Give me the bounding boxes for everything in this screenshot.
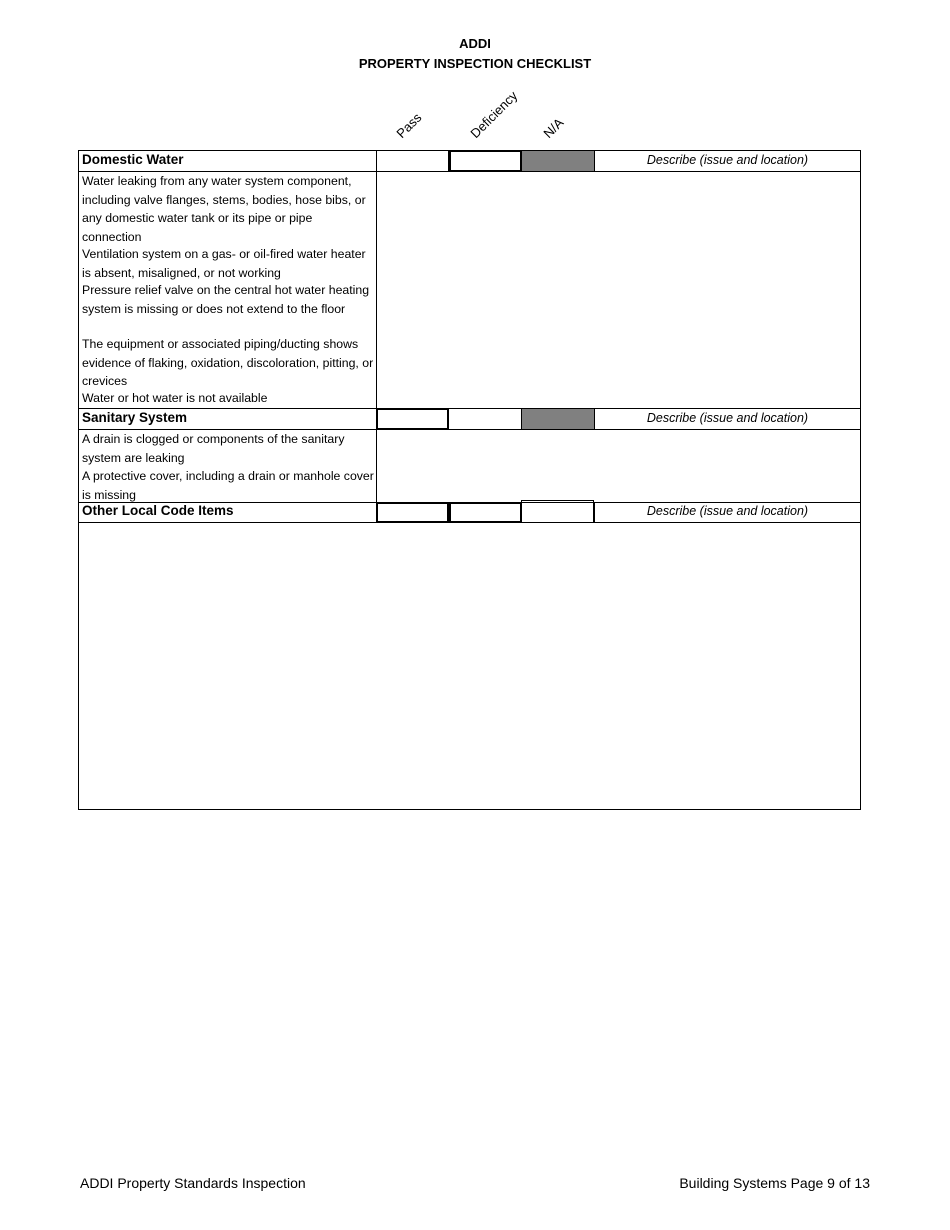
domestic-water-title: Domestic Water bbox=[82, 152, 184, 167]
other-local-deficiency-box[interactable] bbox=[449, 502, 522, 523]
domestic-water-pass-box[interactable] bbox=[376, 150, 449, 172]
domestic-water-notes-area[interactable] bbox=[376, 171, 861, 409]
domestic-water-item-1: Water leaking from any water system component, including valve flanges, stems, bodies, hose bibs, or any domestic water tank or its pipe or pipe connection bbox=[82, 174, 366, 244]
doc-title: ADDI bbox=[459, 36, 491, 51]
sanitary-system-na-box bbox=[521, 408, 595, 430]
sanitary-system-item-2: A protective cover, including a drain or manhole cover is missing bbox=[82, 469, 374, 502]
domestic-water-deficiency-box[interactable] bbox=[449, 150, 522, 172]
footer-right: Building Systems Page 9 of 13 bbox=[679, 1175, 870, 1191]
sanitary-system-describe-label: Describe (issue and location) bbox=[646, 411, 809, 425]
domestic-water-describe-label: Describe (issue and location) bbox=[646, 153, 809, 167]
sanitary-system-notes-area[interactable] bbox=[376, 429, 861, 503]
other-local-describe-label: Describe (issue and location) bbox=[646, 504, 809, 518]
domestic-water-item-5: Water or hot water is not available bbox=[82, 391, 268, 405]
sanitary-system-item-1: A drain is clogged or components of the sanitary system are leaking bbox=[82, 432, 345, 465]
sanitary-system-title: Sanitary System bbox=[82, 410, 188, 425]
domestic-water-na-box bbox=[521, 150, 595, 172]
domestic-water-item-3: Pressure relief valve on the central hot water heating system is missing or does not extend to the floor bbox=[82, 283, 370, 316]
domestic-water-item-2: Ventilation system on a gas- or oil-fired water heater is absent, misaligned, or not working bbox=[82, 247, 366, 280]
footer-left: ADDI Property Standards Inspection bbox=[80, 1175, 306, 1191]
sanitary-system-deficiency-box[interactable] bbox=[448, 408, 522, 430]
column-header-pass: Pass bbox=[393, 109, 425, 141]
domestic-water-item-4: The equipment or associated piping/ducting shows evidence of flaking, oxidation, discoloration, pitting, or crevices bbox=[82, 337, 374, 388]
sanitary-system-pass-box[interactable] bbox=[376, 408, 449, 430]
doc-subtitle: PROPERTY INSPECTION CHECKLIST bbox=[358, 56, 592, 71]
column-header-na: N/A bbox=[540, 115, 567, 141]
other-local-title: Other Local Code Items bbox=[82, 503, 234, 518]
other-local-notes-area[interactable] bbox=[78, 522, 861, 810]
other-local-pass-box[interactable] bbox=[376, 502, 449, 523]
other-local-na-box[interactable] bbox=[521, 500, 594, 523]
column-header-deficiency: Deficiency bbox=[467, 87, 521, 141]
